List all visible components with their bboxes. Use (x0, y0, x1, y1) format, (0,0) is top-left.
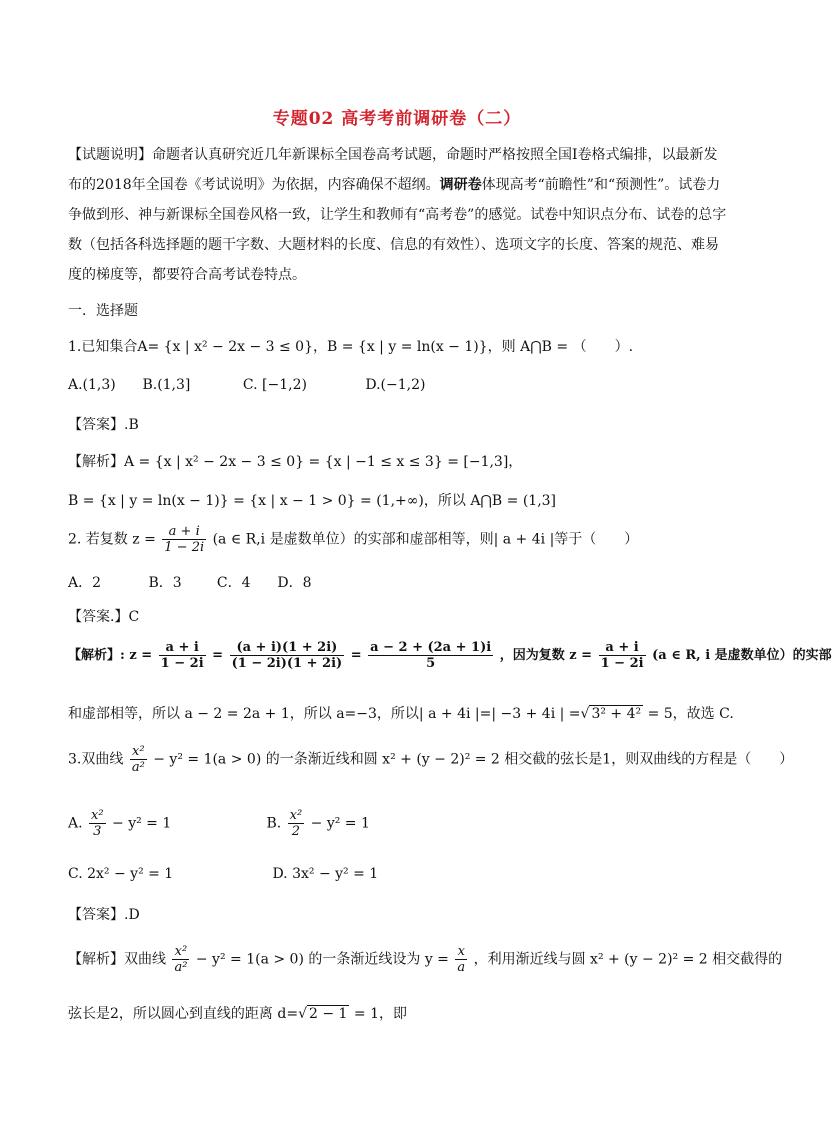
q3-option-b-post: − y² = 1 (310, 815, 370, 832)
q2-af4-num: a + i (599, 640, 646, 656)
q1-answer: 【答案】.B (68, 417, 139, 433)
q2-suffix: (a ∈ R,i 是虚数单位）的实部和虚部相等，则| a + 4i |等于（ ） (212, 531, 639, 548)
q2-analysis-label: 【解析】: z = (68, 648, 153, 663)
q2-analysis-frac-2 (230, 640, 345, 671)
intro-text-1: 命题者认真研究近几年新课标全国卷高考试题，命题时严格按照全国Ⅰ卷格式编排，以最新发布的2018年全国卷《考试说明》为依据，内容确保不超纲。 (68, 147, 718, 193)
q2-analysis-frac-4 (599, 640, 646, 671)
q2-analysis-frac-1 (159, 640, 206, 671)
q2-af2-num: (a + i)(1 + 2i) (230, 640, 345, 656)
q2-analysis-2-root: 3² + 4² (591, 706, 642, 722)
intro-bold: 调研卷 (439, 177, 482, 193)
q2-answer: 【答案.】C (68, 609, 140, 625)
intro-paragraph (68, 140, 728, 290)
q1-analysis-2: B = {x | y = ln(x − 1)} = {x | x − 1 > 0} = (1,+∞)，所以 A⋂B = (1,3] (68, 493, 557, 509)
q2-option-a: A．2 (68, 575, 102, 591)
q3-analysis-post: ，利用渐近线与圆 x² + (y − 2)² = 2 相交截得的 (473, 951, 783, 968)
q3-analysis-2-root: 2 − 1 (308, 1006, 348, 1022)
q3-option-a-den: 3 (93, 824, 102, 839)
q3-option-b-num: x² (289, 808, 303, 823)
q1-option-a: A.(1,3) (68, 377, 116, 393)
q2-stem (68, 524, 638, 555)
q1-options (68, 377, 425, 393)
q3-suffix: − y² = 1(a > 0) 的一条渐近线和圆 x² + (y − 2)² = 2 相交截的弦长是1，则双曲线的方程是（ ） (153, 751, 794, 768)
q3-frac-den: a² (131, 760, 145, 775)
q3-option-a-label: A. (68, 815, 83, 832)
q3-option-a-post: − y² = 1 (112, 815, 172, 832)
q2-af3-num: a − 2 + (2a + 1)i (370, 640, 492, 655)
q2-af4-den: 1 − 2i (600, 656, 644, 671)
q3-analysis-num2: x (455, 944, 467, 960)
q3-answer: 【答案】.D (68, 907, 140, 923)
q2-analysis-1: 【解析】: z = $\frac{a + i}{1 - 2i}$ = $\frac{(a + i)(1 + 2i)}{(1 - 2i)(1 + 2i)}$ = $\frac{a - 2 + (2a + 1)i}{5}$ ，因为复数 z = $\frac{a + i}{1 - 2i}$ (a ∈ R, i 是虚数单位）的实部 (68, 640, 832, 671)
q2-analysis-2-pre: 和虚部相等，所以 a − 2 = 2a + 1，所以 a=−3，所以| a + 4i |=| −3 + 4i | = (68, 706, 581, 722)
q2-frac-den: 1 − 2i (164, 540, 205, 555)
q3-option-b-frac (288, 808, 305, 839)
q3-analysis-den2: a (457, 960, 466, 975)
q3-analysis-2-pre: 弦长是2，所以圆心到直线的距离 d= (68, 1006, 299, 1022)
q2-option-b: B．3 (148, 575, 182, 591)
q3-analysis-2: 弦长是2，所以圆心到直线的距离 d=√ 2 − 1 = 1，即 (68, 1006, 407, 1022)
q3-analysis-1 (68, 944, 782, 975)
q3-options-ab (68, 808, 370, 839)
q2-analysis-tail: (a ∈ R, i 是虚数单位）的实部 (652, 648, 832, 663)
q2-af1-den: 1 − 2i (160, 656, 204, 671)
q3-frac-num: x² (130, 744, 147, 760)
q1-option-d: D.(−1,2) (365, 377, 426, 393)
q2-analysis-mid: ，因为复数 z = (499, 648, 593, 663)
q3-option-b (266, 808, 369, 839)
q3-option-c: C. 2x² − y² = 1 (68, 866, 174, 882)
q3-option-a (68, 808, 262, 839)
q3-analysis-mid: − y² = 1(a > 0) 的一条渐近线设为 y = (195, 951, 449, 968)
q3-analysis-frac-1 (172, 944, 189, 975)
q3-analysis-2-post: = 1，即 (353, 1006, 407, 1022)
q3-stem (68, 744, 793, 775)
q3-option-d: D. 3x² − y² = 1 (272, 866, 379, 882)
q2-af3-den: 5 (426, 656, 436, 671)
q3-fraction (130, 744, 147, 775)
q2-analysis-frac-3 (368, 640, 493, 671)
intro-label: 【试题说明】 (68, 147, 152, 163)
q1-option-c: C. [−1,2) (242, 377, 307, 393)
q2-analysis-2: 和虚部相等，所以 a − 2 = 2a + 1，所以 a=−3，所以| a + 4i |=| −3 + 4i | =√ 3² + 4² = 5，故选 C. (68, 706, 734, 722)
q2-option-d: D．8 (277, 575, 312, 591)
q3-options-cd (68, 866, 378, 882)
q3-analysis-pre: 【解析】双曲线 (68, 951, 166, 968)
q2-af2-den: (1 − 2i)(1 + 2i) (231, 656, 343, 671)
q3-analysis-num: x² (172, 944, 189, 960)
q1-analysis-1: 【解析】A = {x | x² − 2x − 3 ≤ 0} = {x | −1 ≤ x ≤ 3} = [−1,3]， (68, 454, 523, 470)
section-heading: 一．选择题 (68, 303, 138, 319)
q2-analysis-2-post: = 5，故选 C. (647, 706, 734, 722)
q1-stem: 1.已知集合A= {x | x² − 2x − 3 ≤ 0}，B = {x | y = ln(x − 1)}，则 A⋂B = （ ）. (68, 339, 634, 355)
q3-analysis-den: a² (174, 960, 188, 975)
intro-text-2: 体现高考“前瞻性”和“预测性”。试卷力争做到形、神与新课标全国卷风格一致，让学生和教师有“高考卷”的感觉。试卷中知识点分布、试卷的总字数（包括各科选择题的题干字数、大题材料的长度、信息的有效性）、选项文字的长度、答案的规范、难易度的梯度等，都要符合高考试卷特点。 (68, 177, 727, 283)
q3-prefix: 3.双曲线 (68, 751, 124, 768)
q1-option-b: B.(1,3] (142, 377, 191, 393)
q3-option-a-num: x² (91, 808, 104, 823)
q2-frac-num: a + i (162, 524, 206, 540)
q3-analysis-frac-2 (455, 944, 467, 975)
q3-option-b-label: B. (266, 815, 282, 832)
q3-option-b-den: 2 (291, 824, 301, 839)
q2-fraction (162, 524, 206, 555)
q2-option-c: C．4 (216, 575, 251, 591)
q3-option-a-frac (89, 808, 106, 839)
q2-prefix: 2. 若复数 z = (68, 531, 156, 548)
q2-options (68, 572, 312, 592)
page-title: 专题02 高考考前调研卷（二） (272, 109, 522, 129)
q2-af1-num: a + i (159, 640, 206, 656)
